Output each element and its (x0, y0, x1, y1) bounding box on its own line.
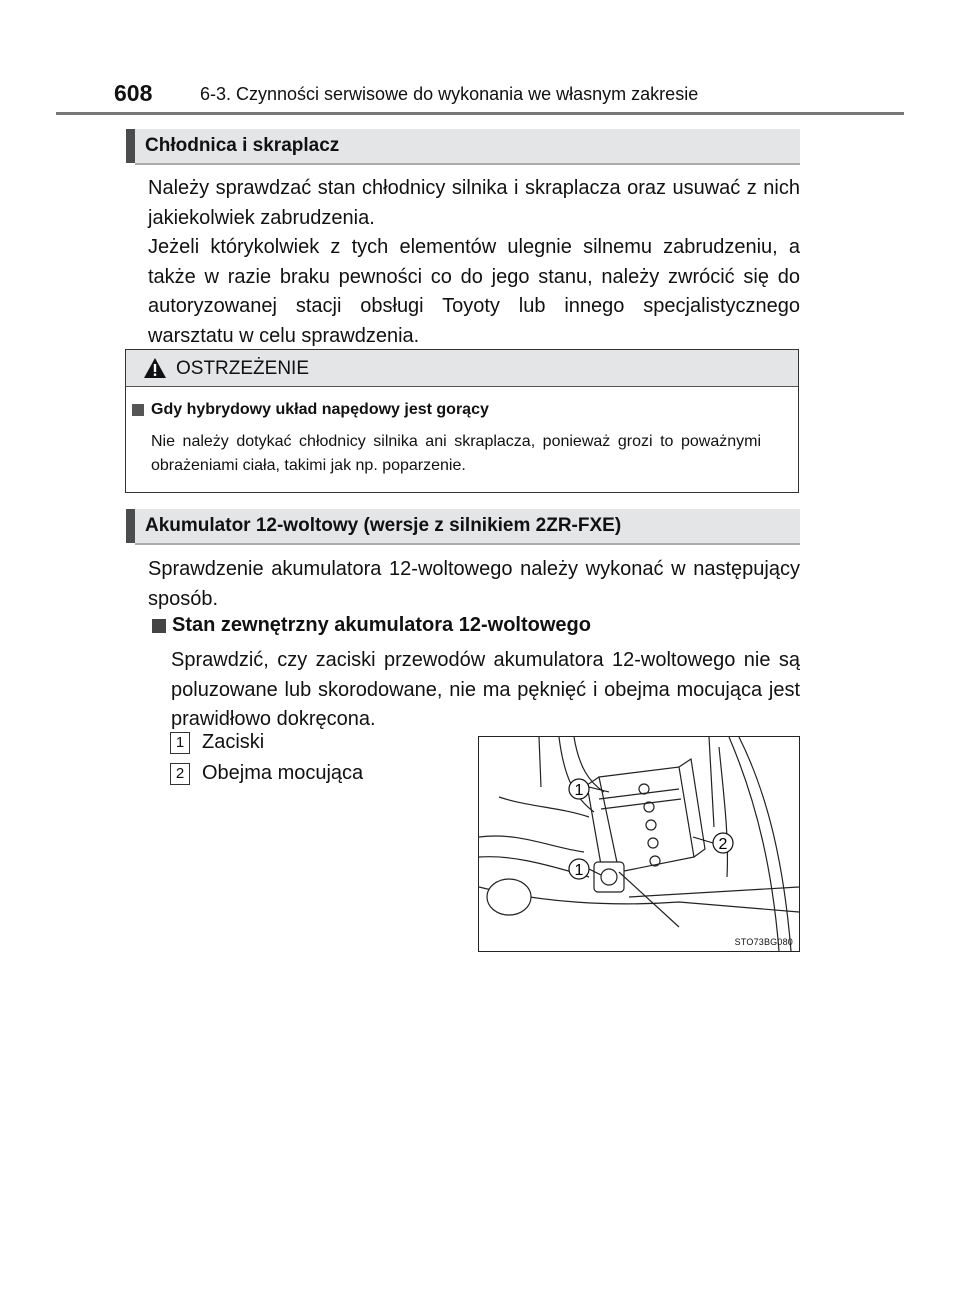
callout-1-bottom: 1 (574, 862, 584, 879)
battery-intro: Sprawdzenie akumulatora 12-woltowego należy wykonać w następujący sposób. (148, 558, 800, 610)
radiator-paragraph-1: Należy sprawdzać stan chłodnicy silnika i skraplacza oraz usuwać z nich jakiekolwiek zabrudzenia. (148, 177, 800, 229)
chapter-title: 6-3. Czynności serwisowe do wykonania we własnym zakresie (200, 84, 699, 104)
section-heading-battery (126, 509, 800, 543)
warning-subheading (132, 401, 489, 419)
warning-subheading-text: Gdy hybrydowy układ napędowy jest gorący (151, 401, 489, 418)
legend-number: 2 (170, 763, 190, 785)
callout-1-top: 1 (574, 782, 584, 799)
warning-header (126, 350, 798, 387)
section-heading-text: Chłodnica i skraplacz (145, 135, 340, 156)
callout-2: 2 (718, 836, 728, 853)
figure-code: STO73BG080 (734, 937, 793, 947)
battery-illustration (478, 736, 800, 952)
legend-item-2 (170, 762, 363, 785)
legend-item-1 (170, 731, 264, 754)
battery-subheading-text: Stan zewnętrzny akumulatora 12-woltowego (172, 614, 591, 636)
warning-title: OSTRZEŻENIE (176, 358, 310, 379)
legend-label: Obejma mocująca (202, 762, 364, 784)
radiator-paragraph-2: Jeżeli którykolwiek z tych elementów ulegnie silnemu zabrudzeniu, a także w razie braku pewności co do jego stanu, należy zwrócić się do autoryzowanej stacji obsługi Toyoty lub innego specjalistycznego warsztatu w celu sprawdzenia. (148, 236, 800, 347)
battery-body: Sprawdzić, czy zaciski przewodów akumulatora 12-woltowego nie są poluzowane lub skorodowane, nie ma pęknięć i obejma mocująca jest prawidłowo dokręcona. (171, 649, 800, 730)
legend-number: 1 (170, 732, 190, 754)
header-rule (56, 112, 904, 115)
warning-triangle-icon (143, 357, 167, 379)
bullet-square-icon (132, 404, 144, 416)
legend-label: Zaciski (202, 731, 265, 753)
engine-bay-drawing (479, 737, 799, 951)
warning-box (125, 349, 799, 493)
battery-subheading (152, 614, 591, 637)
warning-text: Nie należy dotykać chłodnicy silnika ani skraplacza, ponieważ grozi to poważnymi obrażeniami ciała, takimi jak np. poparzenie. (151, 433, 761, 474)
bullet-square-icon (152, 619, 166, 633)
section-heading-text: Akumulator 12-woltowy (wersje z silnikiem 2ZR-FXE) (145, 515, 622, 536)
page-number: 608 (114, 80, 153, 106)
section-heading-radiator (126, 129, 800, 163)
